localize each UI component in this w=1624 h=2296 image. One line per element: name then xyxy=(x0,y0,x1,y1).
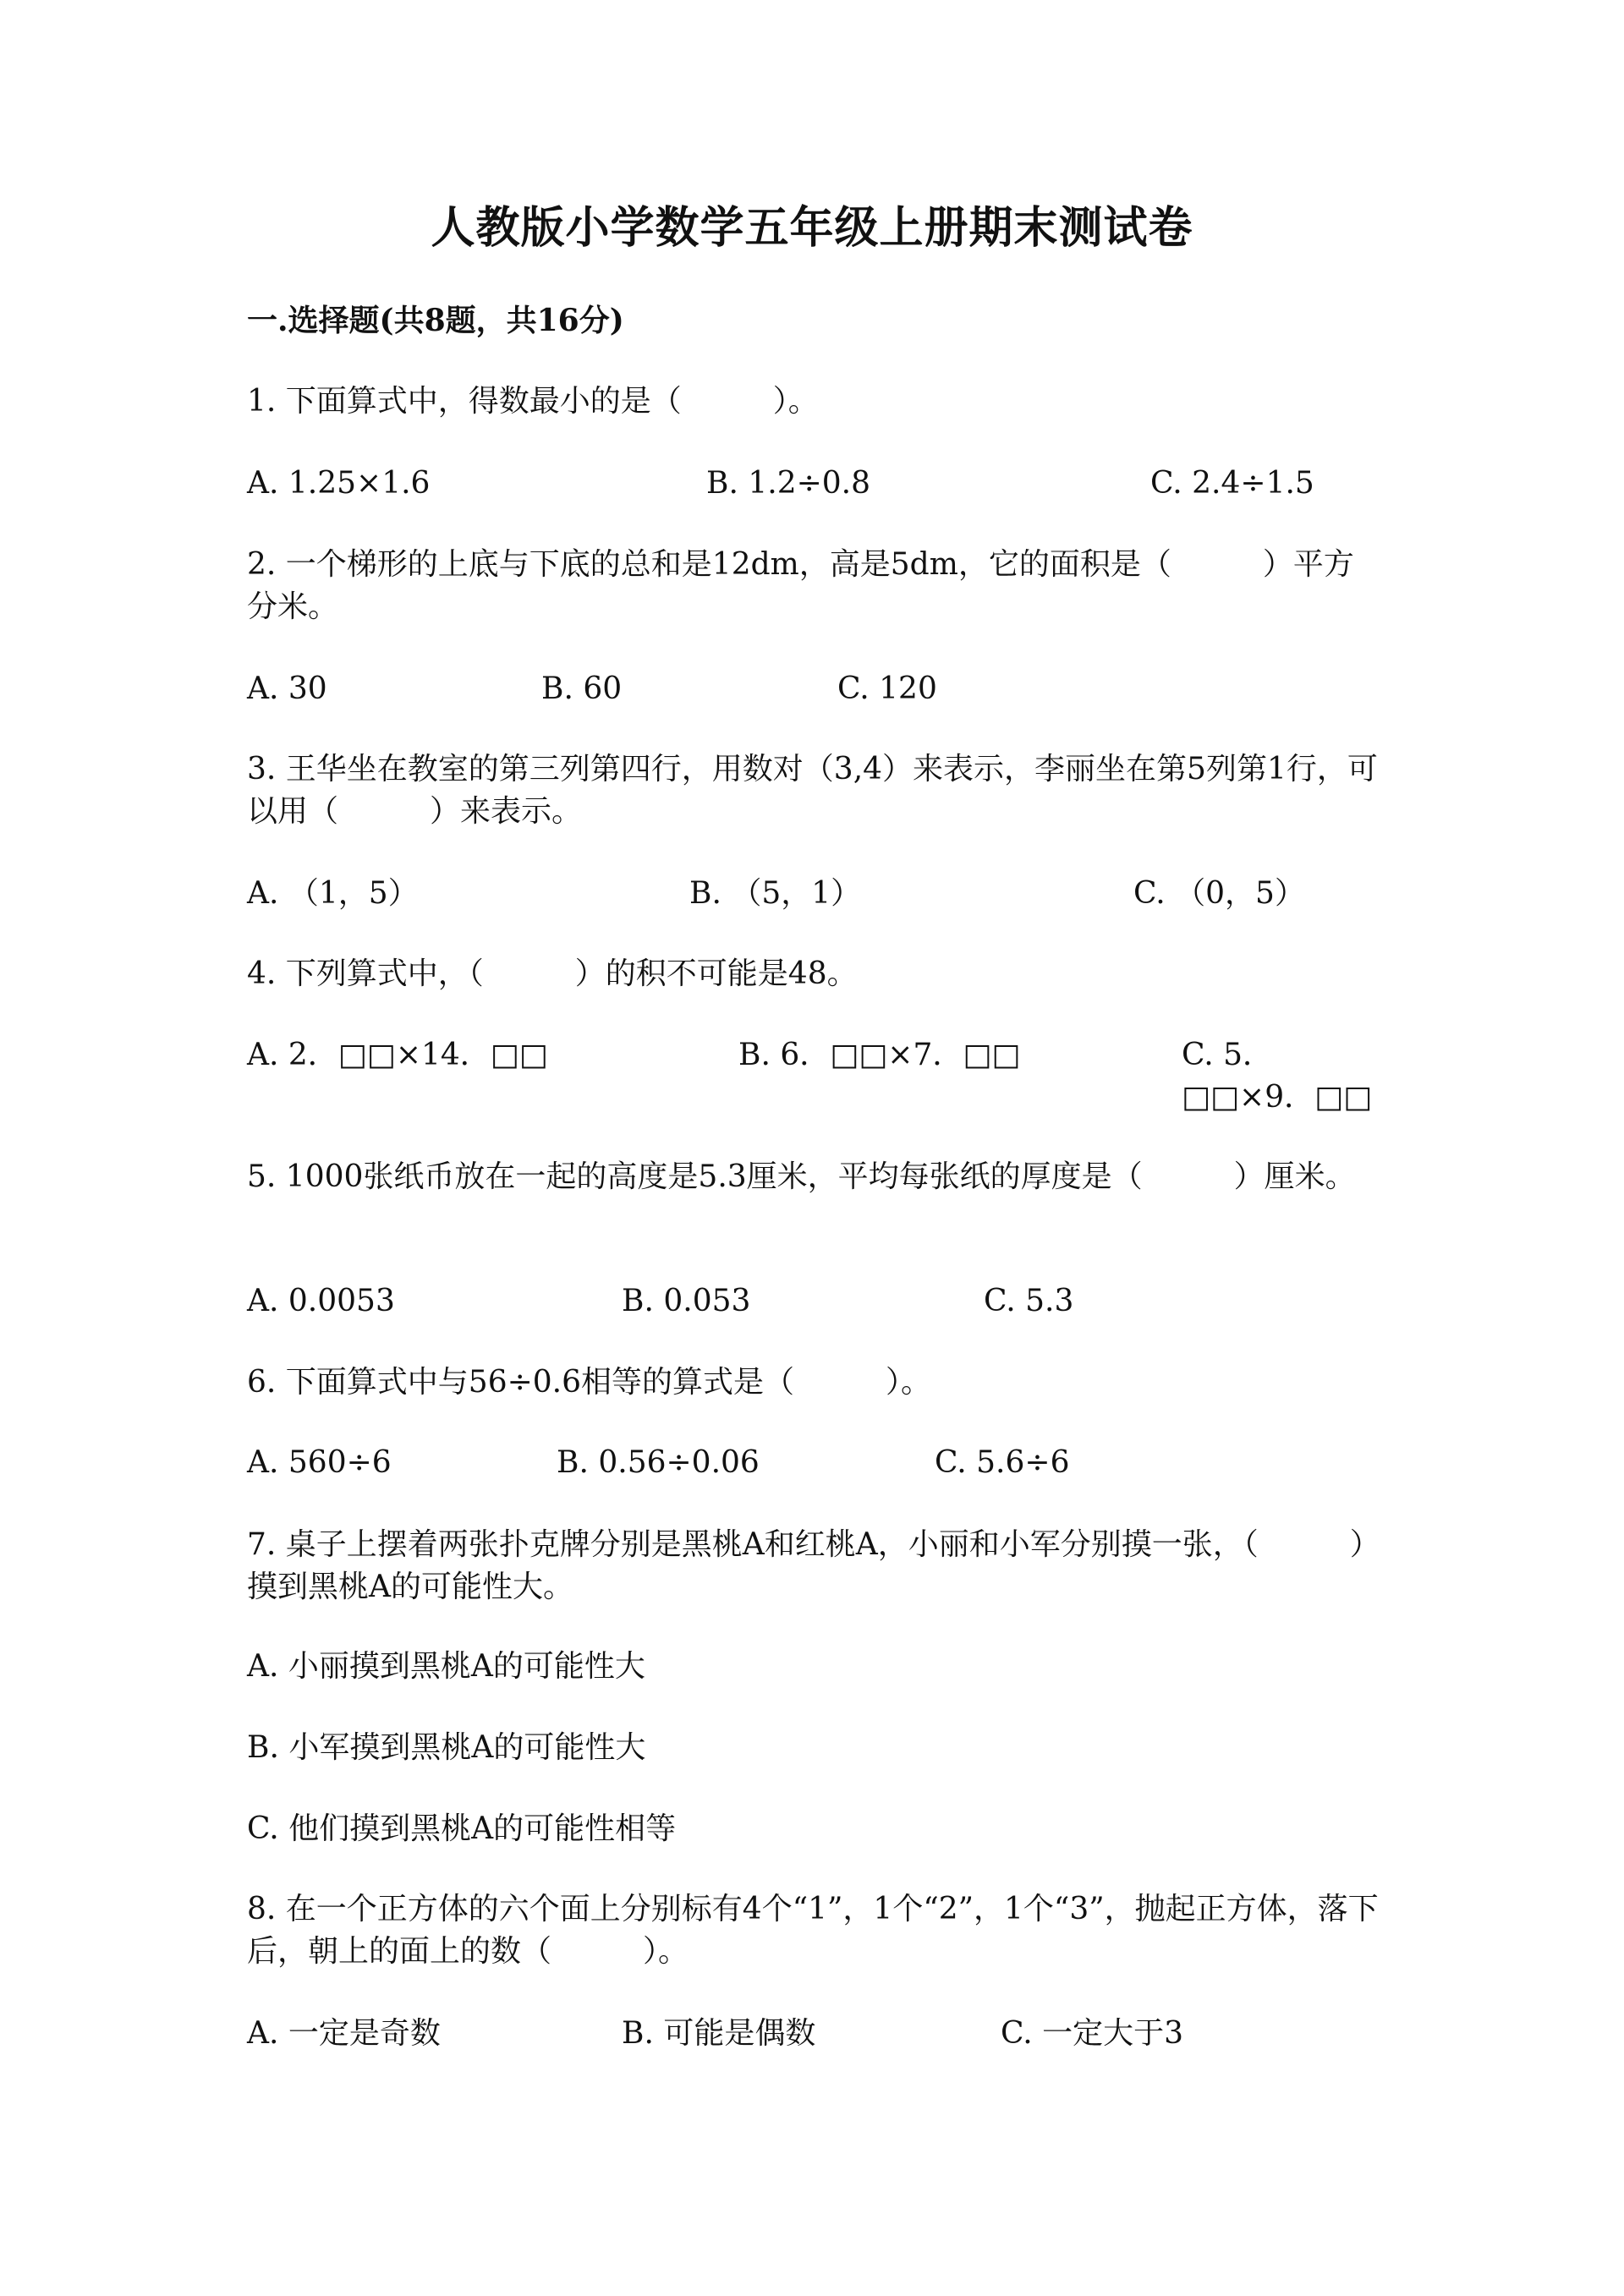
question-1-option-a[interactable]: A. 1.25×1.6 xyxy=(247,466,431,501)
question-8-text: 8. 在一个正方体的六个面上分别标有4个“1”，1个“2”，1个“3”，抛起正方体，落下后，朝上的面上的数（ ）。 xyxy=(247,1892,1379,1969)
question-4-option-a[interactable]: A. 2．□□×14．□□ xyxy=(247,1038,548,1072)
question-7-option-a[interactable]: A. 小丽摸到黑桃A的可能性大 xyxy=(247,1649,645,1684)
question-2-option-b[interactable]: B. 60 xyxy=(541,671,623,706)
question-3-option-b[interactable]: B. （5，1） xyxy=(689,876,862,911)
question-2-option-a[interactable]: A. 30 xyxy=(247,671,327,706)
question-3-text: 3. 王华坐在教室的第三列第四行，用数对（3,4）来表示，李丽坐在第5列第1行，可以用（ ）来表示。 xyxy=(247,752,1378,829)
question-5-option-a[interactable]: A. 0.0053 xyxy=(247,1284,395,1318)
question-8-option-c[interactable]: C. 一定大于3 xyxy=(1001,2016,1184,2051)
question-1-option-c[interactable]: C. 2.4÷1.5 xyxy=(1150,466,1314,501)
question-3-option-c[interactable]: C. （0，5） xyxy=(1133,876,1305,911)
question-3-option-a[interactable]: A. （1，5） xyxy=(247,876,419,911)
question-2-option-c[interactable]: C. 120 xyxy=(837,671,937,706)
question-7-option-b[interactable]: B. 小军摸到黑桃A的可能性大 xyxy=(247,1730,646,1765)
question-8-option-b[interactable]: B. 可能是偶数 xyxy=(622,2016,816,2051)
question-6-option-a[interactable]: A. 560÷6 xyxy=(247,1445,392,1480)
question-5-option-b[interactable]: B. 0.053 xyxy=(622,1284,751,1318)
exam-title: 人教版小学数学五年级上册期末测试卷 xyxy=(431,202,1193,254)
question-8-option-a[interactable]: A. 一定是奇数 xyxy=(247,2016,441,2051)
question-5-text: 5. 1000张纸币放在一起的高度是5.3厘米，平均每张纸的厚度是（ ）厘米。 xyxy=(247,1159,1356,1194)
question-4-option-c[interactable]: C. 5．□□×9．□□ xyxy=(1182,1038,1373,1115)
question-6-option-b[interactable]: B. 0.56÷0.06 xyxy=(557,1445,760,1480)
question-6-text: 6. 下面算式中与56÷0.6相等的算式是（ ）。 xyxy=(247,1365,932,1400)
question-6-option-c[interactable]: C. 5.6÷6 xyxy=(935,1445,1070,1480)
question-7-text: 7. 桌子上摆着两张扑克牌分别是黑桃A和红桃A，小丽和小军分别摸一张，（ ）摸到黑桃A的可能性大。 xyxy=(247,1527,1380,1604)
section-heading: 一.选择题(共8题，共16分) xyxy=(247,303,624,338)
question-7-option-c[interactable]: C. 他们摸到黑桃A的可能性相等 xyxy=(247,1811,677,1846)
question-1-option-b[interactable]: B. 1.2÷0.8 xyxy=(706,466,871,501)
question-4-option-b[interactable]: B. 6．□□×7．□□ xyxy=(738,1038,1021,1072)
question-2-text: 2. 一个梯形的上底与下底的总和是12dm，高是5dm，它的面积是（ ）平方分米。 xyxy=(247,547,1354,624)
question-5-option-c[interactable]: C. 5.3 xyxy=(984,1284,1074,1318)
question-4-text: 4. 下列算式中，（ ）的积不可能是48。 xyxy=(247,956,858,991)
question-1-text: 1. 下面算式中，得数最小的是（ ）。 xyxy=(247,384,819,419)
